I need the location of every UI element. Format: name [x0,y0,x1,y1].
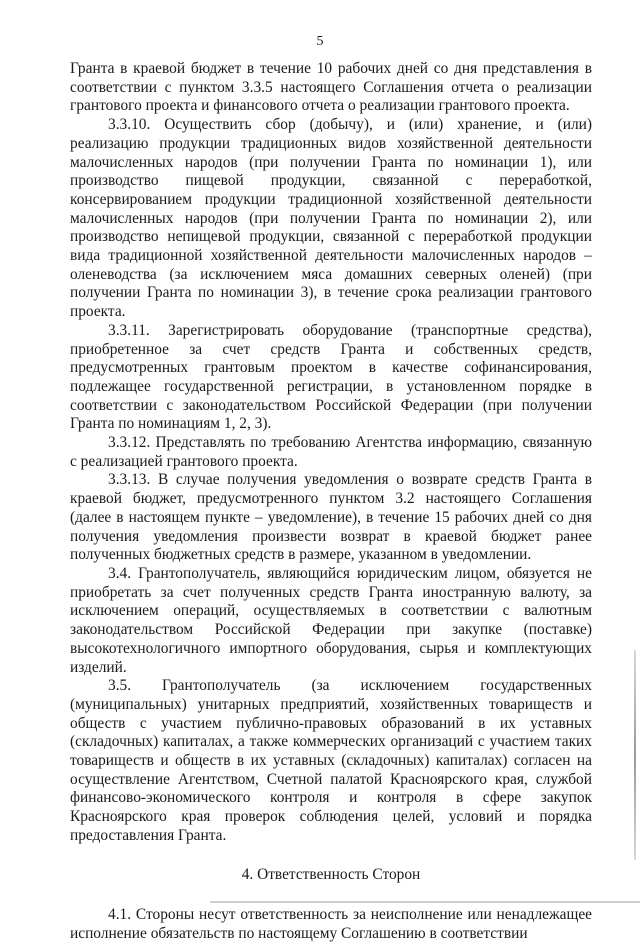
page-number: 5 [316,34,324,49]
paragraph-3-3-12: 3.3.12. Представлять по требованию Агентства информацию, связанную с реализацией грантового проекта. [70,434,592,470]
paragraph-3-5: 3.5. Грантополучатель (за исключением государственных (муниципальных) унитарных предприятий, хозяйственных товариществ и обществ с участием публично-правовых образований в их уставных (складочных) капиталах, а также коммерческих организаций с участием таких товариществ и обществ в их уставных (складочных) капиталах) согласен на осуществление Агентством, Счетной палатой Красноярского края, службой финансово-экономического контроля и контроля в сфере закупок Красноярского края проверок соблюдения целей, условий и порядка предоставления Гранта. [70,677,592,844]
paragraph-continuation: Гранта в краевой бюджет в течение 10 рабочих дней со дня представления в соответствии с пунктом 3.3.5 настоящего Соглашения отчета о реализации грантового проекта и финансового отчета о реализации грантового проекта. [70,60,592,115]
section-title: 4. Ответственность Сторон [241,865,421,883]
paragraph-3-3-11: 3.3.11. Зарегистрировать оборудование (транспортные средства), приобретенное за счет средств Гранта и собственных средств, предусмотренных грантовым проектом в качестве софинансирования, подлежащее государственной регистрации, в установленном порядке в соответствии с законодательством Российской Федерации (при получении Гранта по номинациям 1, 2, 3). [70,321,592,433]
paragraph-4-1: 4.1. Стороны несут ответственность за неисполнение или ненадлежащее исполнение обязательств по настоящему Соглашению в соответствии [70,906,592,942]
scan-bottom-edge [210,901,640,903]
paragraph-3-3-10: 3.3.10. Осуществить сбор (добычу), и (или) хранение, и (или) реализацию продукции традиционных видов хозяйственной деятельности малочисленных народов (при получении Гранта по номинации 1), или производство пищевой продукции, связанной с переработкой, консервированием продукции традиционной хозяйственной деятельности малочисленных народов (при получении Гранта по номинации 2), или производство непищевой продукции, связанной с переработкой продукции вида традиционной хозяйственной деятельности малочисленных народов – оленеводства (за исключением мяса домашних северных оленей) (при получении Гранта по номинации 3), в течение срока реализации грантового проекта. [70,116,592,321]
paragraph-3-4: 3.4. Грантополучатель, являющийся юридическим лицом, обязуется не приобретать за счет полученных средств Гранта иностранную валюту, за исключением операций, осуществляемых в соответствии с валютным законодательством Российской Федерации при закупке (поставке) высокотехнологичного импортного оборудования, сырья и комплектующих изделий. [70,564,592,676]
scan-edge-shadow [634,650,636,860]
paragraph-3-3-13: 3.3.13. В случае получения уведомления о возврате средств Гранта в краевой бюджет, предусмотренного пунктом 3.2 настоящего Соглашения (далее в настоящем пункте – уведомление), в течение 15 рабочих дней со дня получения уведомления произвести возврат в краевой бюджет ранее полученных бюджетных средств в размере, указанном в уведомлении. [70,471,592,564]
document-body [70,60,592,944]
